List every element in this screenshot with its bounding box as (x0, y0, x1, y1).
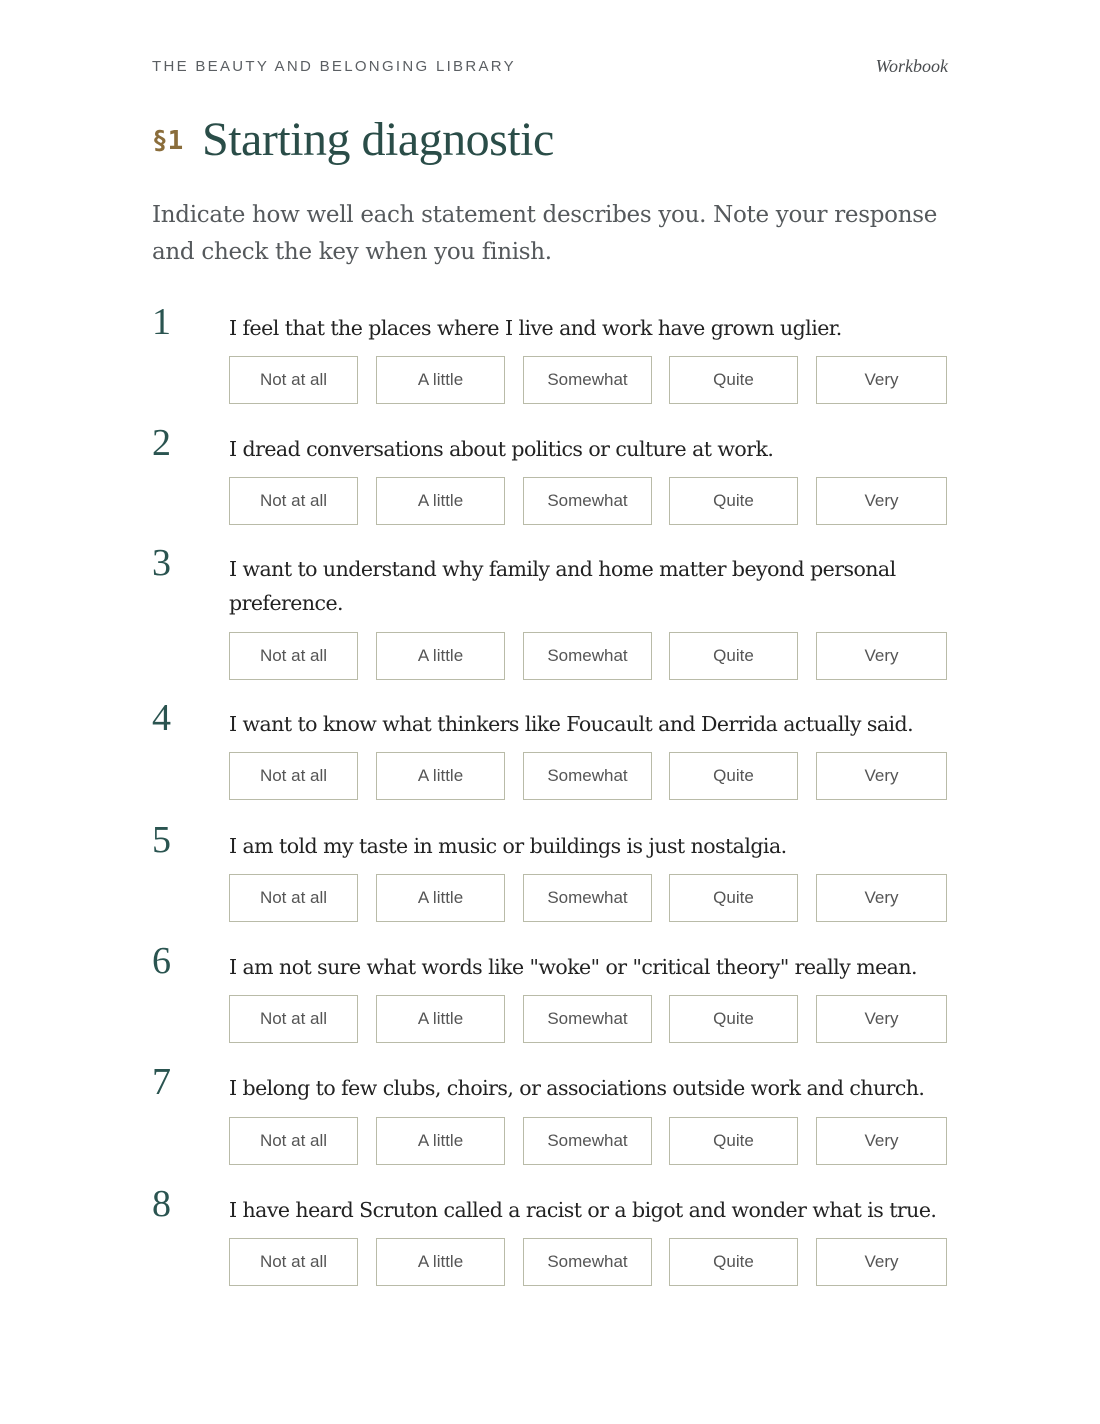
option-not-at-all[interactable]: Not at all (229, 356, 358, 404)
option-a-little[interactable]: A little (376, 752, 505, 800)
response-scale (229, 477, 948, 527)
response-scale (229, 995, 948, 1045)
option-a-little[interactable]: A little (376, 356, 505, 404)
option-not-at-all[interactable]: Not at all (229, 874, 358, 922)
option-somewhat[interactable]: Somewhat (523, 752, 652, 800)
option-very[interactable]: Very (816, 1238, 947, 1286)
option-somewhat[interactable]: Somewhat (523, 477, 652, 525)
option-not-at-all[interactable]: Not at all (229, 1238, 358, 1286)
question-statement: I belong to few clubs, choirs, or associations outside work and church. (229, 1076, 925, 1100)
document-kind-label: Workbook (875, 56, 948, 76)
option-a-little[interactable]: A little (376, 1117, 505, 1165)
question-number: 2 (152, 422, 171, 464)
question-number: 4 (152, 697, 171, 739)
option-somewhat[interactable]: Somewhat (523, 1117, 652, 1165)
question-number: 1 (152, 301, 171, 343)
option-not-at-all[interactable]: Not at all (229, 752, 358, 800)
option-not-at-all[interactable]: Not at all (229, 477, 358, 525)
question-number: 6 (152, 940, 171, 982)
option-somewhat[interactable]: Somewhat (523, 356, 652, 404)
response-scale (229, 356, 948, 406)
option-not-at-all[interactable]: Not at all (229, 632, 358, 680)
question-number: 5 (152, 819, 171, 861)
option-quite[interactable]: Quite (669, 874, 798, 922)
running-header (152, 56, 948, 80)
question-number: 7 (152, 1061, 171, 1103)
response-scale (229, 1238, 948, 1288)
response-scale (229, 1117, 948, 1167)
option-a-little[interactable]: A little (376, 874, 505, 922)
option-not-at-all[interactable]: Not at all (229, 995, 358, 1043)
option-very[interactable]: Very (816, 632, 947, 680)
question-number: 8 (152, 1183, 171, 1225)
option-quite[interactable]: Quite (669, 995, 798, 1043)
response-scale (229, 752, 948, 802)
option-very[interactable]: Very (816, 874, 947, 922)
option-very[interactable]: Very (816, 995, 947, 1043)
option-a-little[interactable]: A little (376, 995, 505, 1043)
question-statement: I am told my taste in music or buildings is just nostalgia. (229, 834, 787, 858)
question-statement: I am not sure what words like "woke" or "critical theory" really mean. (229, 955, 917, 979)
section-heading (152, 108, 948, 178)
section-number: §1 (152, 126, 184, 156)
question-statement: I have heard Scruton called a racist or a bigot and wonder what is true. (229, 1198, 937, 1222)
section-title: Starting diagnostic (202, 113, 554, 166)
option-very[interactable]: Very (816, 356, 947, 404)
option-quite[interactable]: Quite (669, 752, 798, 800)
question-statement: I want to understand why family and home matter beyond personal preference. (229, 557, 896, 615)
option-quite[interactable]: Quite (669, 632, 798, 680)
option-somewhat[interactable]: Somewhat (523, 632, 652, 680)
option-quite[interactable]: Quite (669, 356, 798, 404)
response-scale (229, 632, 948, 682)
option-quite[interactable]: Quite (669, 477, 798, 525)
question-number: 3 (152, 542, 171, 584)
option-very[interactable]: Very (816, 1117, 947, 1165)
library-name: THE BEAUTY AND BELONGING LIBRARY (152, 58, 516, 75)
question-statement: I feel that the places where I live and work have grown uglier. (229, 316, 842, 340)
option-a-little[interactable]: A little (376, 632, 505, 680)
option-quite[interactable]: Quite (669, 1238, 798, 1286)
option-very[interactable]: Very (816, 477, 947, 525)
section-instructions: Indicate how well each statement describes you. Note your response and check the key when you finish. (152, 202, 938, 265)
option-somewhat[interactable]: Somewhat (523, 1238, 652, 1286)
option-very[interactable]: Very (816, 752, 947, 800)
option-a-little[interactable]: A little (376, 1238, 505, 1286)
option-somewhat[interactable]: Somewhat (523, 995, 652, 1043)
question-statement: I dread conversations about politics or culture at work. (229, 437, 774, 461)
response-scale (229, 874, 948, 924)
option-quite[interactable]: Quite (669, 1117, 798, 1165)
option-somewhat[interactable]: Somewhat (523, 874, 652, 922)
question-statement: I want to know what thinkers like Foucault and Derrida actually said. (229, 712, 914, 736)
option-not-at-all[interactable]: Not at all (229, 1117, 358, 1165)
option-a-little[interactable]: A little (376, 477, 505, 525)
